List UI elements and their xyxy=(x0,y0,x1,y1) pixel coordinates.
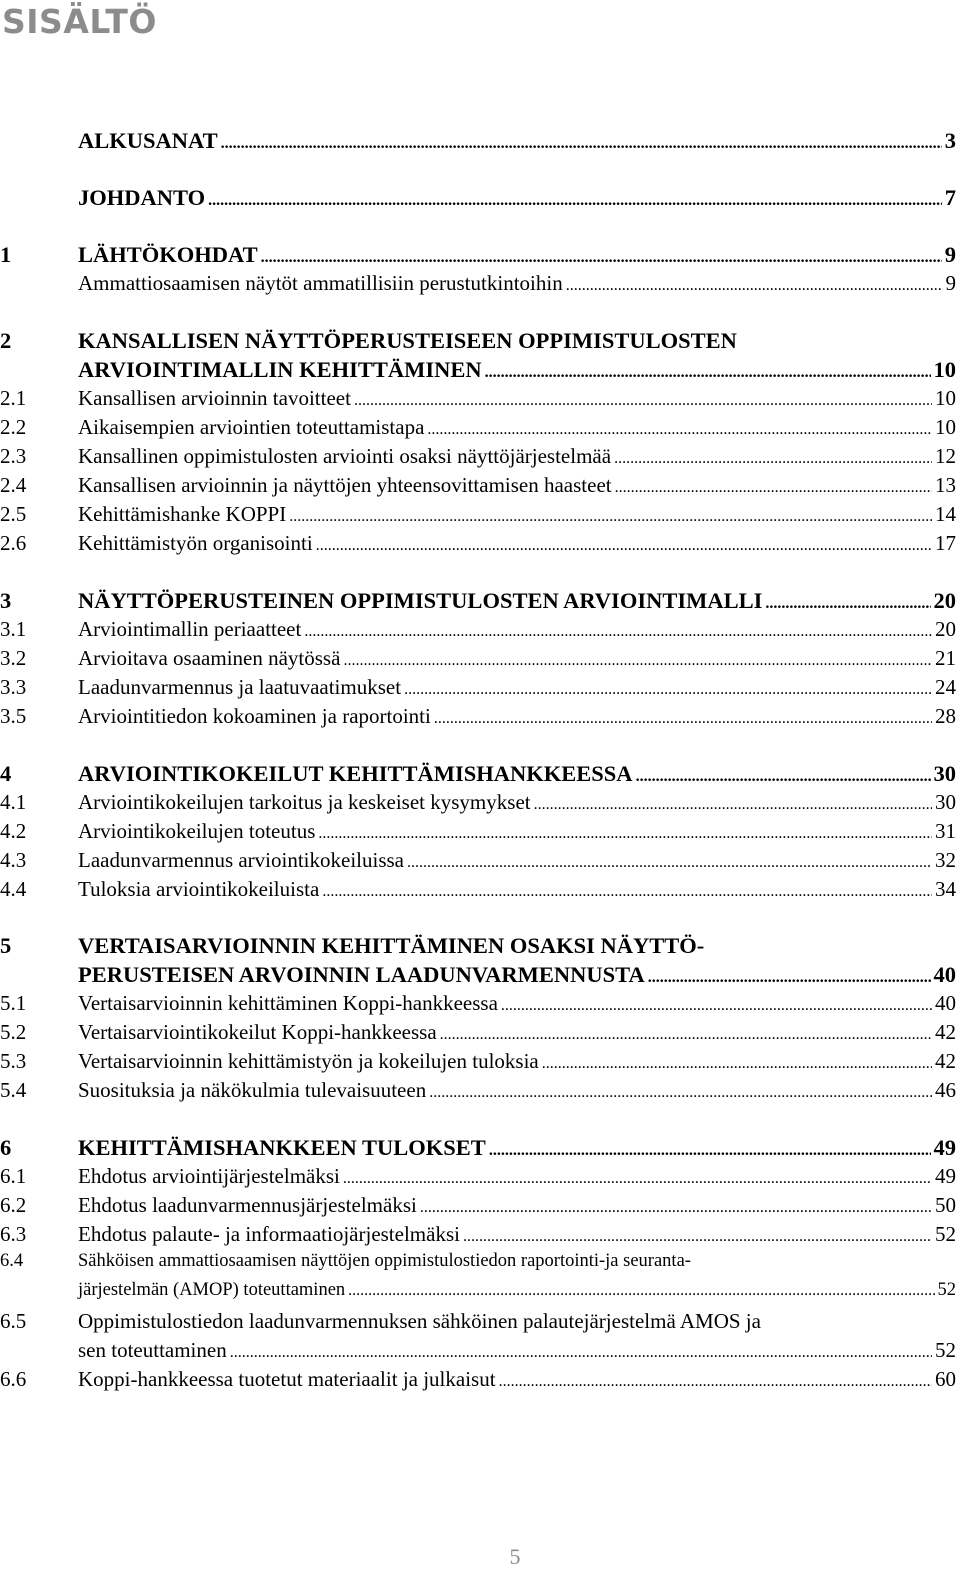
toc-entry-page: 42 xyxy=(935,1020,956,1044)
toc-entry-title: Koppi-hankkeessa tuotetut materiaalit ja julkaisut xyxy=(78,1367,496,1391)
toc-leader-dots xyxy=(489,1142,931,1160)
toc-entry-number: 6.2 xyxy=(0,1193,27,1217)
toc-leader-dots xyxy=(463,1228,932,1246)
toc-entry-page: 10 xyxy=(935,415,956,439)
toc-entry[interactable] xyxy=(0,502,956,531)
toc-entry-number: 6 xyxy=(0,1135,12,1160)
toc-entry[interactable] xyxy=(0,617,956,646)
toc-entry-page: 42 xyxy=(935,1049,956,1073)
toc-entry-title: PERUSTEISEN ARVOINNIN LAADUNVARMENNUSTA xyxy=(78,962,645,987)
toc-entry-number: 3.5 xyxy=(0,704,27,728)
toc-entry-number: 6.3 xyxy=(0,1222,27,1246)
toc-leader-dots xyxy=(208,192,942,210)
toc-leader-dots xyxy=(354,392,932,410)
toc-entry[interactable] xyxy=(0,704,956,733)
toc-entry-title: ARVIOINTIKOKEILUT KEHITTÄMISHANKKEESSA xyxy=(78,761,633,786)
toc-leader-dots xyxy=(765,595,930,613)
toc-entry-page: 30 xyxy=(933,761,956,786)
toc-entry-number: 6.6 xyxy=(0,1367,27,1391)
toc-entry-title: Ehdotus palaute- ja informaatiojärjestelmäksi xyxy=(78,1222,460,1246)
toc-entry-title: Oppimistulostiedon laadunvarmennuksen sähköinen palautejärjestelmä AMOS ja xyxy=(78,1309,761,1333)
toc-entry[interactable] xyxy=(0,386,956,415)
toc-entry-number: 3.3 xyxy=(0,675,27,699)
toc-entry-title: KANSALLISEN NÄYTTÖPERUSTEISEEN OPPIMISTULOSTEN xyxy=(78,328,737,353)
toc-entry-number: 2.4 xyxy=(0,473,27,497)
toc-entry-number: 5.1 xyxy=(0,991,27,1015)
toc-leader-dots xyxy=(485,364,931,382)
toc-entry[interactable] xyxy=(0,328,956,357)
toc-leader-dots xyxy=(343,1170,932,1188)
toc-entry-title: LÄHTÖKOHDAT xyxy=(78,242,258,267)
toc-entry[interactable] xyxy=(0,1251,956,1280)
toc-entry-number: 4 xyxy=(0,761,12,786)
toc-leader-dots xyxy=(322,883,932,901)
toc-leader-dots xyxy=(429,1084,932,1102)
toc-entry-page: 21 xyxy=(935,646,956,670)
toc-entry-number: 4.3 xyxy=(0,848,27,872)
toc-entry-title: Arviointitiedon kokoaminen ja raportointi xyxy=(78,704,431,728)
toc-entry-page: 12 xyxy=(935,444,956,468)
toc-entry-number: 2 xyxy=(0,328,12,353)
toc-entry-title: KEHITTÄMISHANKKEEN TULOKSET xyxy=(78,1135,486,1160)
toc-entry[interactable] xyxy=(0,1367,956,1396)
toc-entry-title: JOHDANTO xyxy=(78,185,206,210)
toc-entry-title: NÄYTTÖPERUSTEINEN OPPIMISTULOSTEN ARVIOINTIMALLI xyxy=(78,588,763,613)
toc-entry-page: 40 xyxy=(933,962,956,987)
toc-entry[interactable] xyxy=(0,933,956,962)
toc-entry-number: 4.4 xyxy=(0,877,27,901)
toc-leader-dots xyxy=(318,825,932,843)
toc-entry[interactable] xyxy=(0,1164,956,1193)
toc-leader-dots xyxy=(348,1282,934,1300)
toc-entry-title: Laadunvarmennus arviointikokeiluissa xyxy=(78,848,405,872)
toc-entry-page: 40 xyxy=(935,991,956,1015)
toc-entry-page: 9 xyxy=(944,242,956,267)
toc-leader-dots xyxy=(566,277,943,295)
toc-entry-number: 5.2 xyxy=(0,1020,27,1044)
toc-entry-number: 6.4 xyxy=(0,1251,24,1271)
toc-entry-title: Kehittämishanke KOPPI xyxy=(78,502,287,526)
toc-entry-page: 52 xyxy=(935,1338,956,1362)
toc-entry[interactable] xyxy=(0,991,956,1020)
toc-entry[interactable] xyxy=(0,588,956,617)
toc-entry-title: Suosituksia ja näkökulmia tulevaisuuteen xyxy=(78,1078,427,1102)
toc-entry-page: 32 xyxy=(935,848,956,872)
toc-leader-dots xyxy=(542,1055,932,1073)
toc-entry[interactable] xyxy=(0,242,956,271)
toc-leader-dots xyxy=(648,969,931,987)
toc-entry-page: 24 xyxy=(935,675,956,699)
toc-entry[interactable] xyxy=(0,646,956,675)
toc-leader-dots xyxy=(501,997,932,1015)
toc-entry[interactable] xyxy=(0,1309,956,1338)
toc-entry-page: 10 xyxy=(933,357,956,382)
page-title: SISÄLTÖ xyxy=(2,2,157,41)
toc-leader-dots xyxy=(615,479,932,497)
toc-entry-number: 5.4 xyxy=(0,1078,27,1102)
toc-entry[interactable] xyxy=(0,1135,956,1164)
toc-entry[interactable] xyxy=(0,1020,956,1049)
toc-entry-page: 10 xyxy=(935,386,956,410)
toc-entry[interactable] xyxy=(0,819,956,848)
toc-entry-page: 52 xyxy=(937,1280,956,1300)
toc-entry[interactable] xyxy=(0,1078,956,1107)
toc-entry-page: 3 xyxy=(944,128,956,153)
toc-entry-page: 17 xyxy=(935,531,956,555)
toc-entry-title: Vertaisarvioinnin kehittäminen Koppi-hankkeessa xyxy=(78,991,498,1015)
toc-entry-number: 3.1 xyxy=(0,617,27,641)
toc-entry-number: 1 xyxy=(0,242,12,267)
toc-leader-dots xyxy=(440,1026,932,1044)
toc-entry-page: 34 xyxy=(935,877,956,901)
toc-entry-number: 2.5 xyxy=(0,502,27,526)
toc-entry-title: Laadunvarmennus ja laatuvaatimukset xyxy=(78,675,402,699)
toc-entry-title: Ehdotus laadunvarmennusjärjestelmäksi xyxy=(78,1193,417,1217)
toc-entry-title: ALKUSANAT xyxy=(78,128,218,153)
toc-entry[interactable] xyxy=(0,271,956,300)
toc-entry[interactable] xyxy=(0,675,956,704)
toc-entry-page: 13 xyxy=(935,473,956,497)
toc-entry[interactable] xyxy=(0,128,956,157)
toc-leader-dots xyxy=(407,854,932,872)
toc-entry-number: 2.6 xyxy=(0,531,27,555)
toc-entry-number: 6.1 xyxy=(0,1164,27,1188)
toc-entry[interactable] xyxy=(0,185,956,214)
toc-leader-dots xyxy=(534,796,932,814)
toc-entry-page: 52 xyxy=(935,1222,956,1246)
toc-entry[interactable] xyxy=(0,848,956,877)
toc-leader-dots xyxy=(614,450,932,468)
toc-entry-number: 3 xyxy=(0,588,12,613)
toc-entry[interactable] xyxy=(0,877,956,906)
toc-entry-title: Arviointimallin periaatteet xyxy=(78,617,302,641)
toc-entry-title: Arvioitava osaaminen näytössä xyxy=(78,646,341,670)
page-number: 5 xyxy=(509,1544,521,1569)
toc-entry[interactable] xyxy=(0,790,956,819)
toc-entry-page: 49 xyxy=(933,1135,956,1160)
toc-entry-page: 7 xyxy=(944,185,956,210)
toc-entry-title: ARVIOINTIMALLIN KEHITTÄMINEN xyxy=(78,357,482,382)
toc-leader-dots xyxy=(636,768,931,786)
toc-leader-dots xyxy=(221,135,942,153)
toc-leader-dots xyxy=(499,1373,932,1391)
toc-entry-number: 4.2 xyxy=(0,819,27,843)
toc-entry[interactable] xyxy=(0,473,956,502)
toc-entry-number: 5.3 xyxy=(0,1049,27,1073)
toc-entry-number: 2.1 xyxy=(0,386,27,410)
toc-entry-title: VERTAISARVIOINNIN KEHITTÄMINEN OSAKSI NÄYTTÖ- xyxy=(78,933,705,958)
toc-entry-title: Vertaisarvioinnin kehittämistyön ja kokeilujen tuloksia xyxy=(78,1049,539,1073)
toc-entry[interactable] xyxy=(0,761,956,790)
toc-entry-page: 60 xyxy=(935,1367,956,1391)
toc-entry-title: Kansallinen oppimistulosten arviointi osaksi näyttöjärjestelmää xyxy=(78,444,612,468)
toc-leader-dots xyxy=(230,1344,932,1362)
toc-entry-page: 31 xyxy=(935,819,956,843)
toc-entry-page: 30 xyxy=(935,790,956,814)
toc-entry[interactable] xyxy=(0,962,956,991)
toc-entry-number: 2.3 xyxy=(0,444,27,468)
toc-entry-title: Arviointikokeilujen tarkoitus ja keskeiset kysymykset xyxy=(78,790,531,814)
toc-entry[interactable] xyxy=(0,1338,956,1367)
toc-entry[interactable] xyxy=(0,415,956,444)
toc-entry-page: 46 xyxy=(935,1078,956,1102)
toc-entry-page: 20 xyxy=(933,588,956,613)
toc-entry-title: Kehittämistyön organisointi xyxy=(78,531,313,555)
toc-leader-dots xyxy=(404,681,932,699)
toc-entry-title: järjestelmän (AMOP) toteuttaminen xyxy=(78,1280,346,1300)
toc-entry[interactable] xyxy=(0,531,956,560)
toc-entry[interactable] xyxy=(0,1222,956,1251)
toc-entry-title: Ammattiosaamisen näytöt ammatillisiin perustutkintoihin xyxy=(78,271,563,295)
toc-entry-title: Tuloksia arviointikokeiluista xyxy=(78,877,320,901)
toc-entry-title: Sähköisen ammattiosaamisen näyttöjen oppimistulostiedon raportointi-ja seuranta- xyxy=(78,1251,691,1271)
toc-leader-dots xyxy=(304,623,932,641)
toc-entry-number: 2.2 xyxy=(0,415,27,439)
toc-entry-number: 3.2 xyxy=(0,646,27,670)
toc-leader-dots xyxy=(289,508,932,526)
toc-entry[interactable] xyxy=(0,357,956,386)
toc-entry[interactable] xyxy=(0,1193,956,1222)
toc-entry-title: Kansallisen arvioinnin ja näyttöjen yhteensovittamisen haasteet xyxy=(78,473,612,497)
toc-entry[interactable] xyxy=(0,444,956,473)
toc-leader-dots xyxy=(420,1199,932,1217)
toc-leader-dots xyxy=(316,537,932,555)
toc-entry-title: sen toteuttaminen xyxy=(78,1338,227,1362)
toc-entry-page: 28 xyxy=(935,704,956,728)
toc-leader-dots xyxy=(434,710,932,728)
toc-entry[interactable] xyxy=(0,1049,956,1078)
toc-entry-page: 9 xyxy=(945,271,956,295)
toc-entry-title: Aikaisempien arviointien toteuttamistapa xyxy=(78,415,425,439)
toc-entry-page: 50 xyxy=(935,1193,956,1217)
toc-entry-title: Ehdotus arviointijärjestelmäksi xyxy=(78,1164,340,1188)
toc-entry-number: 4.1 xyxy=(0,790,27,814)
toc-entry-title: Kansallisen arvioinnin tavoitteet xyxy=(78,386,351,410)
toc-leader-dots xyxy=(261,249,942,267)
toc-entry-page: 49 xyxy=(935,1164,956,1188)
toc-leader-dots xyxy=(427,421,932,439)
toc-entry-number: 5 xyxy=(0,933,12,958)
toc-entry[interactable] xyxy=(0,1280,956,1309)
toc-entry-number: 6.5 xyxy=(0,1309,27,1333)
toc-entry-title: Vertaisarviointikokeilut Koppi-hankkeessa xyxy=(78,1020,437,1044)
toc-leader-dots xyxy=(343,652,932,670)
toc-entry-page: 20 xyxy=(935,617,956,641)
toc-entry-page: 14 xyxy=(935,502,956,526)
toc-entry-title: Arviointikokeilujen toteutus xyxy=(78,819,316,843)
